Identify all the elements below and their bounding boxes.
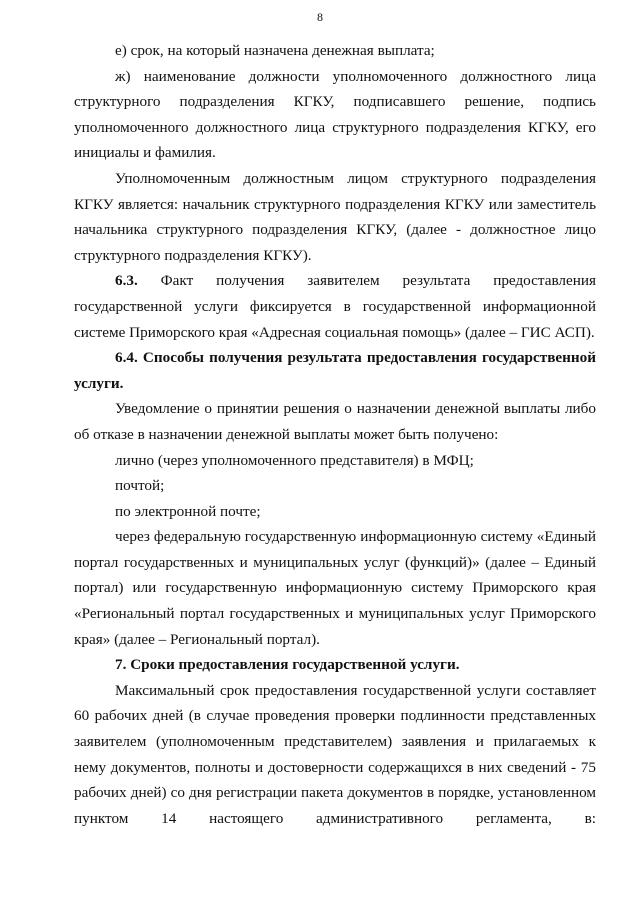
paragraph-6-3-text: Факт получения заявителем результата предоставления государственной услуги фиксируется в государственной информационной системе Приморского края «Адресная социальная помощь» (далее – ГИС АСП). xyxy=(74,272,596,341)
heading-7: 7. Сроки предоставления государственной услуги. xyxy=(115,656,460,674)
paragraph-item-e: е) срок, на который назначена денежная выплата; xyxy=(115,42,435,59)
clause-number-6-3: 6.3. xyxy=(115,272,138,290)
paragraph-item-zh: ж) наименование должности уполномоченного должностного лица структурного подразделения КГКУ, подписавшего решение, подпись уполномоченного должностного лица структурного подразделения КГКУ, его инициалы и фамилия. xyxy=(74,67,596,162)
paragraph-via-email: по электронной почте; xyxy=(115,502,261,520)
paragraph-notification: Уведомление о принятии решения о назначении денежной выплаты либо об отказе в назначении денежной выплаты может быть получено: xyxy=(74,400,596,443)
document-body xyxy=(74,38,596,831)
heading-6-4: 6.4. Способы получения результата предоставления государственной услуги. xyxy=(74,349,596,392)
paragraph-max-term: Максимальный срок предоставления государственной услуги составляет 60 рабочих дней (в случае проведения проверки подлинности представленных заявителем (уполномоченным представителем) заявления и прилагаемых к нему документов, полноты и достоверности содержащихся в них сведений - 75 рабочих дней) со дня регистрации пакета документов в порядке, установленном пунктом 14 настоящего административного регламента, в: xyxy=(74,681,596,827)
paragraph-via-portal: через федеральную государственную информационную систему «Единый портал государственных и муниципальных услуг (функций)» (далее – Единый портал) или государственную информационную систему Приморского края «Региональный портал государственных и муниципальных услуг Приморского края» (далее – Региональный портал). xyxy=(74,528,596,648)
paragraph-6-3 xyxy=(74,268,596,345)
paragraph-via-mfc: лично (через уполномоченного представителя) в МФЦ; xyxy=(115,451,474,469)
paragraph-via-mail: почтой; xyxy=(115,477,165,495)
page-number: 8 xyxy=(317,10,323,24)
paragraph-authorized-official: Уполномоченным должностным лицом структурного подразделения КГКУ является: начальник структурного подразделения КГКУ или заместитель начальника структурного подразделения КГКУ, (далее - должностное лицо структурного подразделения КГКУ). xyxy=(74,169,596,264)
